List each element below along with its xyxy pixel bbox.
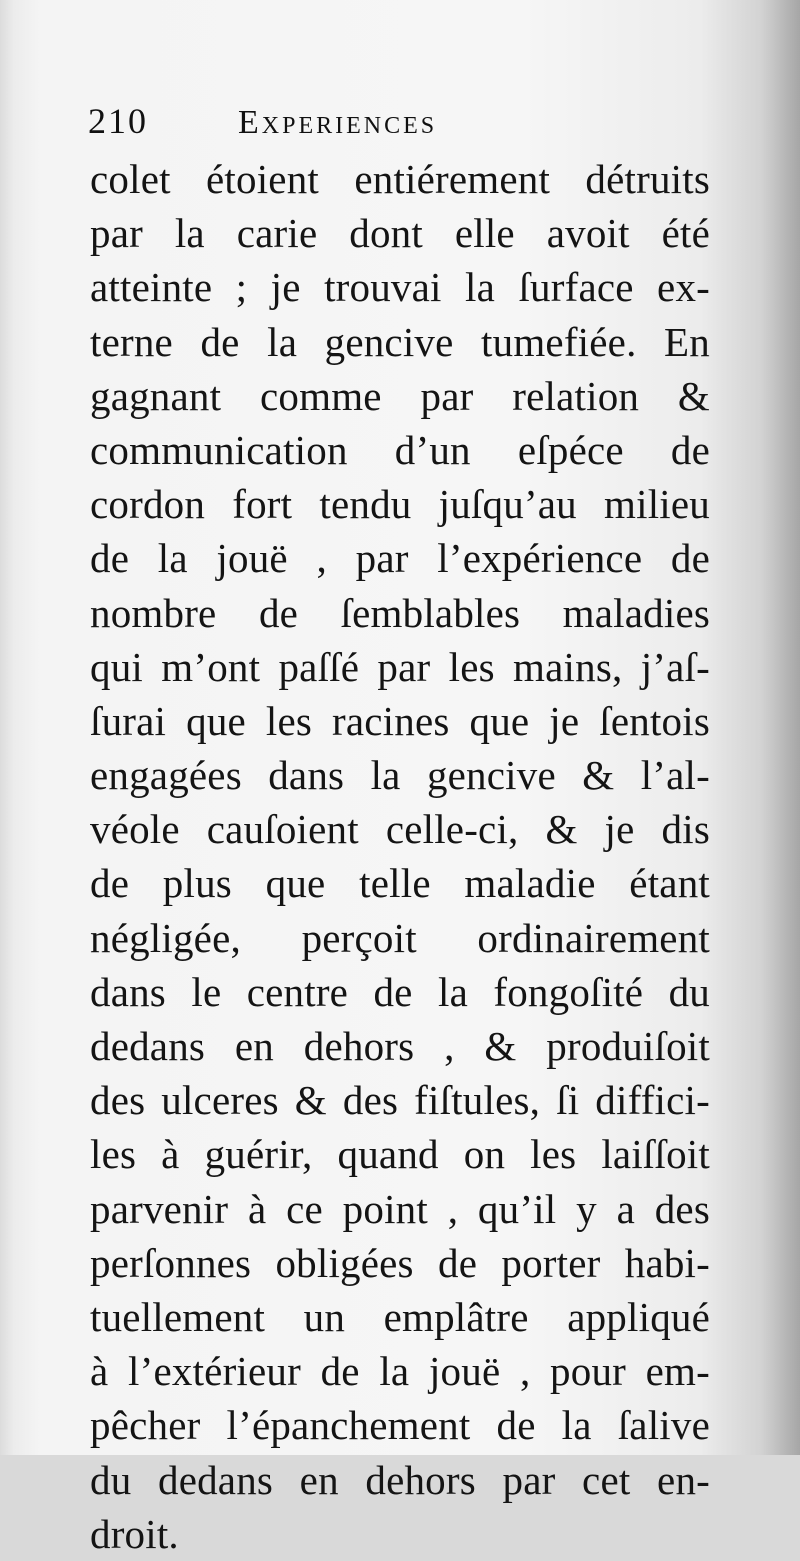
text-line: nombre de ſemblables maladies [90, 589, 710, 636]
text-line: des ulceres & des fiſtules, ſi diffici- [90, 1077, 710, 1124]
text-line: gagnant comme par relation & [90, 372, 710, 419]
text-line: négligée, perçoit ordinairement [90, 914, 710, 961]
text-line: parvenir à ce point , qu’il y a des [90, 1185, 710, 1232]
text-line: atteinte ; je trouvai la ſurface ex- [90, 264, 710, 311]
text-line: terne de la gencive tumefiée. En [90, 318, 710, 365]
text-line: à l’extérieur de la jouë , pour em- [90, 1348, 710, 1395]
text-line: perſonnes obligées de porter habi- [90, 1239, 710, 1286]
text-line: par la carie dont elle avoit été [90, 210, 710, 257]
text-line: dans le centre de la fongoſité du [90, 968, 710, 1015]
text-line: pêcher l’épanchement de la ſalive [90, 1402, 710, 1449]
text-line: ſurai que les racines que je ſentois [90, 697, 710, 744]
text-line: droit. [90, 1510, 179, 1557]
text-line: les à guérir, quand on les laiſſoit [90, 1131, 710, 1178]
text-line: de la jouë , par l’expérience de [90, 535, 710, 582]
page-header [88, 100, 648, 152]
text-line: cordon fort tendu juſqu’au milieu [90, 481, 710, 528]
page-gutter-shadow [760, 0, 800, 1455]
text-line: tuellement un emplâtre appliqué [90, 1293, 710, 1340]
text-line: qui m’ont paſſé par les mains, j’aſ- [90, 643, 710, 690]
text-line: colet étoient entiérement détruits [90, 156, 710, 202]
running-head: Experiences [238, 104, 438, 141]
text-line: communication d’un eſpéce de [90, 426, 710, 473]
page-number: 210 [88, 101, 148, 141]
text-line: de plus que telle maladie étant [90, 860, 710, 907]
text-line: véole cauſoient celle-ci, & je dis [90, 806, 710, 853]
text-line: engagées dans la gencive & l’al- [90, 752, 710, 799]
text-line: dedans en dehors , & produiſoit [90, 1023, 710, 1069]
text-line: du dedans en dehors par cet en- [90, 1456, 710, 1503]
body-text [90, 152, 710, 1561]
